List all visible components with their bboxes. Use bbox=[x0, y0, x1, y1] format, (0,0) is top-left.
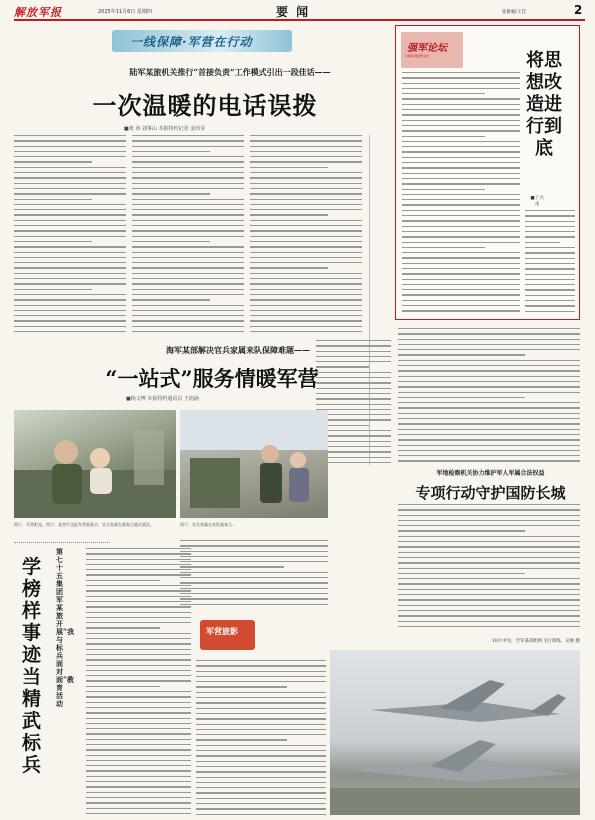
story4-headline[interactable]: 专项行动守护国防长城 bbox=[415, 484, 566, 502]
commentary-logo-text: 强军论坛 bbox=[407, 43, 447, 54]
photo-fighter-jets[interactable] bbox=[330, 650, 580, 815]
commentary-author: ■丁兴戎 bbox=[530, 196, 544, 207]
photo-soldier-child[interactable] bbox=[14, 410, 176, 518]
story1-byline: ■黄 涛 刘事山 本报特约记者 金田芽 bbox=[124, 126, 206, 132]
photo-family-service[interactable] bbox=[180, 410, 328, 518]
commentary-body-col1 bbox=[402, 72, 520, 312]
section-banner bbox=[112, 30, 292, 52]
story3-headline[interactable]: 学榜样事迹 当精武标兵 bbox=[22, 556, 42, 776]
story3-body-col1 bbox=[86, 548, 191, 814]
commentary-logo-sub: 中国军网思想文化 bbox=[405, 54, 430, 58]
column-badge-text: 军营旅影 bbox=[206, 627, 238, 636]
story1-body-col2 bbox=[132, 135, 244, 335]
story4-kicker: 军地检察机关协力维护军人军属合法权益 bbox=[436, 470, 545, 477]
story1-body-col3 bbox=[250, 135, 362, 335]
story1-headline[interactable]: 一次温暖的电话误拨 bbox=[92, 91, 318, 120]
photo-caption-right: 图③：官兵家属在来队服务点… bbox=[180, 522, 236, 527]
story2-kicker: 海军某部解决官兵家属来队保障难题—— bbox=[166, 345, 310, 355]
story4-body bbox=[398, 504, 580, 629]
right-body-text bbox=[398, 328, 580, 463]
issue-date: 2025年11月6日 星期四 bbox=[98, 9, 152, 15]
newspaper-logo: 解放军报 bbox=[14, 6, 62, 19]
story1-body-col1 bbox=[14, 135, 126, 335]
aircraft-photo-caption: 10月中旬，空军某部组织飞行训练。吴俊 摄 bbox=[491, 639, 580, 644]
commentary-body-col2 bbox=[525, 210, 575, 315]
commentary-logo bbox=[401, 32, 463, 68]
page-number: 2 bbox=[574, 3, 583, 17]
section-title: 要 闻 bbox=[276, 5, 311, 19]
commentary-headline[interactable]: 将思想改造进行到底 bbox=[526, 50, 562, 159]
divider-dots bbox=[14, 542, 110, 544]
banner-text: 一线保障·军营在行动 bbox=[130, 35, 253, 49]
story2-byline: ■杨文博 本报特约通讯员 王润涵 bbox=[126, 396, 199, 402]
column-badge bbox=[200, 620, 255, 650]
story1-kicker: 陆军某旅机关推行“首接负责”工作模式引出一段佳话—— bbox=[129, 67, 331, 77]
story3-body-col2 bbox=[196, 660, 326, 815]
story2-headline[interactable]: “一站式”服务情暖军营 bbox=[105, 366, 319, 391]
editor-names: 张雅楠/王佳 bbox=[502, 10, 527, 15]
story3-kicker: 第七十五集团军某旅开展“我与标兵面对面”教育活动 bbox=[56, 547, 75, 708]
header-rule bbox=[14, 19, 585, 21]
photo-caption-left: 图①：军营阳光。图②：某营中文报军营服务点，官兵家属在服务点就近就医。 bbox=[14, 522, 154, 527]
story2-body bbox=[180, 540, 328, 610]
